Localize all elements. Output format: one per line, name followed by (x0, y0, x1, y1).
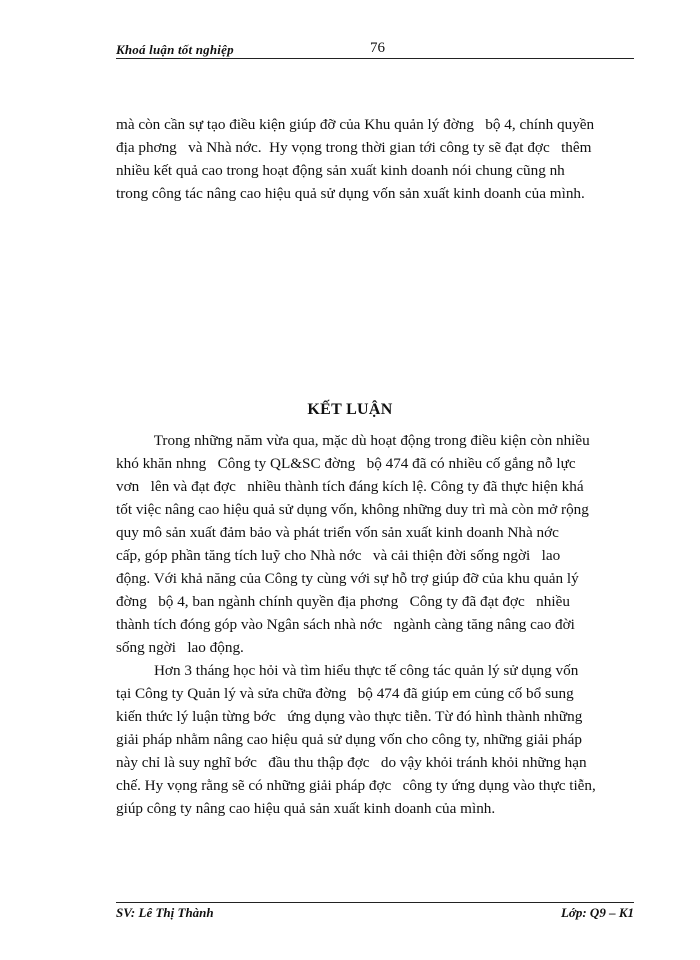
text-line: tốt việc nâng cao hiệu quả sử dụng vốn, không những duy trì mà còn mở rộng (116, 501, 589, 518)
text-line: mà còn cần sự tạo điều kiện giúp đỡ của Khu quản lý đờng bộ 4, chính quyền (116, 116, 595, 133)
header-title: Khoá luận tốt nghiệp (116, 42, 234, 57)
text-line: Hơn 3 tháng học hỏi và tìm hiểu thực tế công tác quản lý sử dụng vốn (116, 662, 579, 679)
text-line: sống ngời lao động. (116, 639, 244, 656)
page-header (116, 40, 634, 60)
paragraph-3 (116, 659, 642, 820)
paragraph-1 (116, 113, 642, 205)
text-line: địa phơng và Nhà nớc. Hy vọng trong thời gian tới công ty sẽ đạt đợc thêm (116, 139, 592, 156)
text-line: tại Công ty Quản lý và sửa chữa đờng bộ 474 đã giúp em củng cố bổ sung (116, 685, 574, 702)
footer-divider (116, 902, 634, 903)
text-line: cấp, góp phần tăng tích luỹ cho Nhà nớc và cải thiện đời sống ngời lao (116, 547, 561, 564)
text-line: vơn lên và đạt đợc nhiều thành tích đáng kích lệ. Công ty đã thực hiện khá (116, 478, 584, 495)
footer-class: Lớp: Q9 – K1 (560, 905, 634, 920)
text-line: kiến thức lý luận từng bớc ứng dụng vào thực tiễn. Từ đó hình thành những (116, 708, 583, 725)
page-number: 76 (370, 40, 385, 56)
text-line: chế. Hy vọng rằng sẽ có những giải pháp đợc công ty ứng dụng vào thực tiễn, (116, 777, 596, 794)
text-line: Trong những năm vừa qua, mặc dù hoạt động trong điều kiện còn nhiều (116, 432, 590, 449)
text-line: khó khăn nhng Công ty QL&SC đờng bộ 474 đã có nhiều cố gắng nỗ lực (116, 455, 576, 472)
text-line: này chỉ là suy nghĩ bớc đầu thu thập đợc do vậy khỏi tránh khỏi những hạn (116, 754, 587, 771)
text-line: thành tích đóng góp vào Ngân sách nhà nớc ngành càng tăng nâng cao đời (116, 616, 575, 633)
text-line: đờng bộ 4, ban ngành chính quyền địa phơng Công ty đã đạt đợc nhiều (116, 593, 570, 610)
footer-student: SV: Lê Thị Thành (116, 905, 214, 920)
text-line: quy mô sản xuất đảm bảo và phát triển vốn sản xuất kinh doanh Nhà nớc (116, 524, 559, 541)
text-line: giúp công ty nâng cao hiệu quả sản xuất kinh doanh của mình. (116, 800, 496, 817)
text-line: giải pháp nhằm nâng cao hiệu quả sử dụng vốn cho công ty, những giải pháp (116, 731, 582, 748)
header-divider (116, 58, 634, 59)
text-line: nhiều kết quả cao trong hoạt động sản xuất kinh doanh nói chung cũng nh (116, 162, 565, 179)
text-line: động. Với khả năng của Công ty cùng với sự hỗ trợ giúp đỡ của khu quản lý (116, 570, 579, 587)
paragraph-2 (116, 429, 642, 659)
conclusion-title: KẾT LUẬN (307, 401, 393, 418)
text-line: trong công tác nâng cao hiệu quả sử dụng vốn sản xuất kinh doanh của mình. (116, 185, 585, 202)
